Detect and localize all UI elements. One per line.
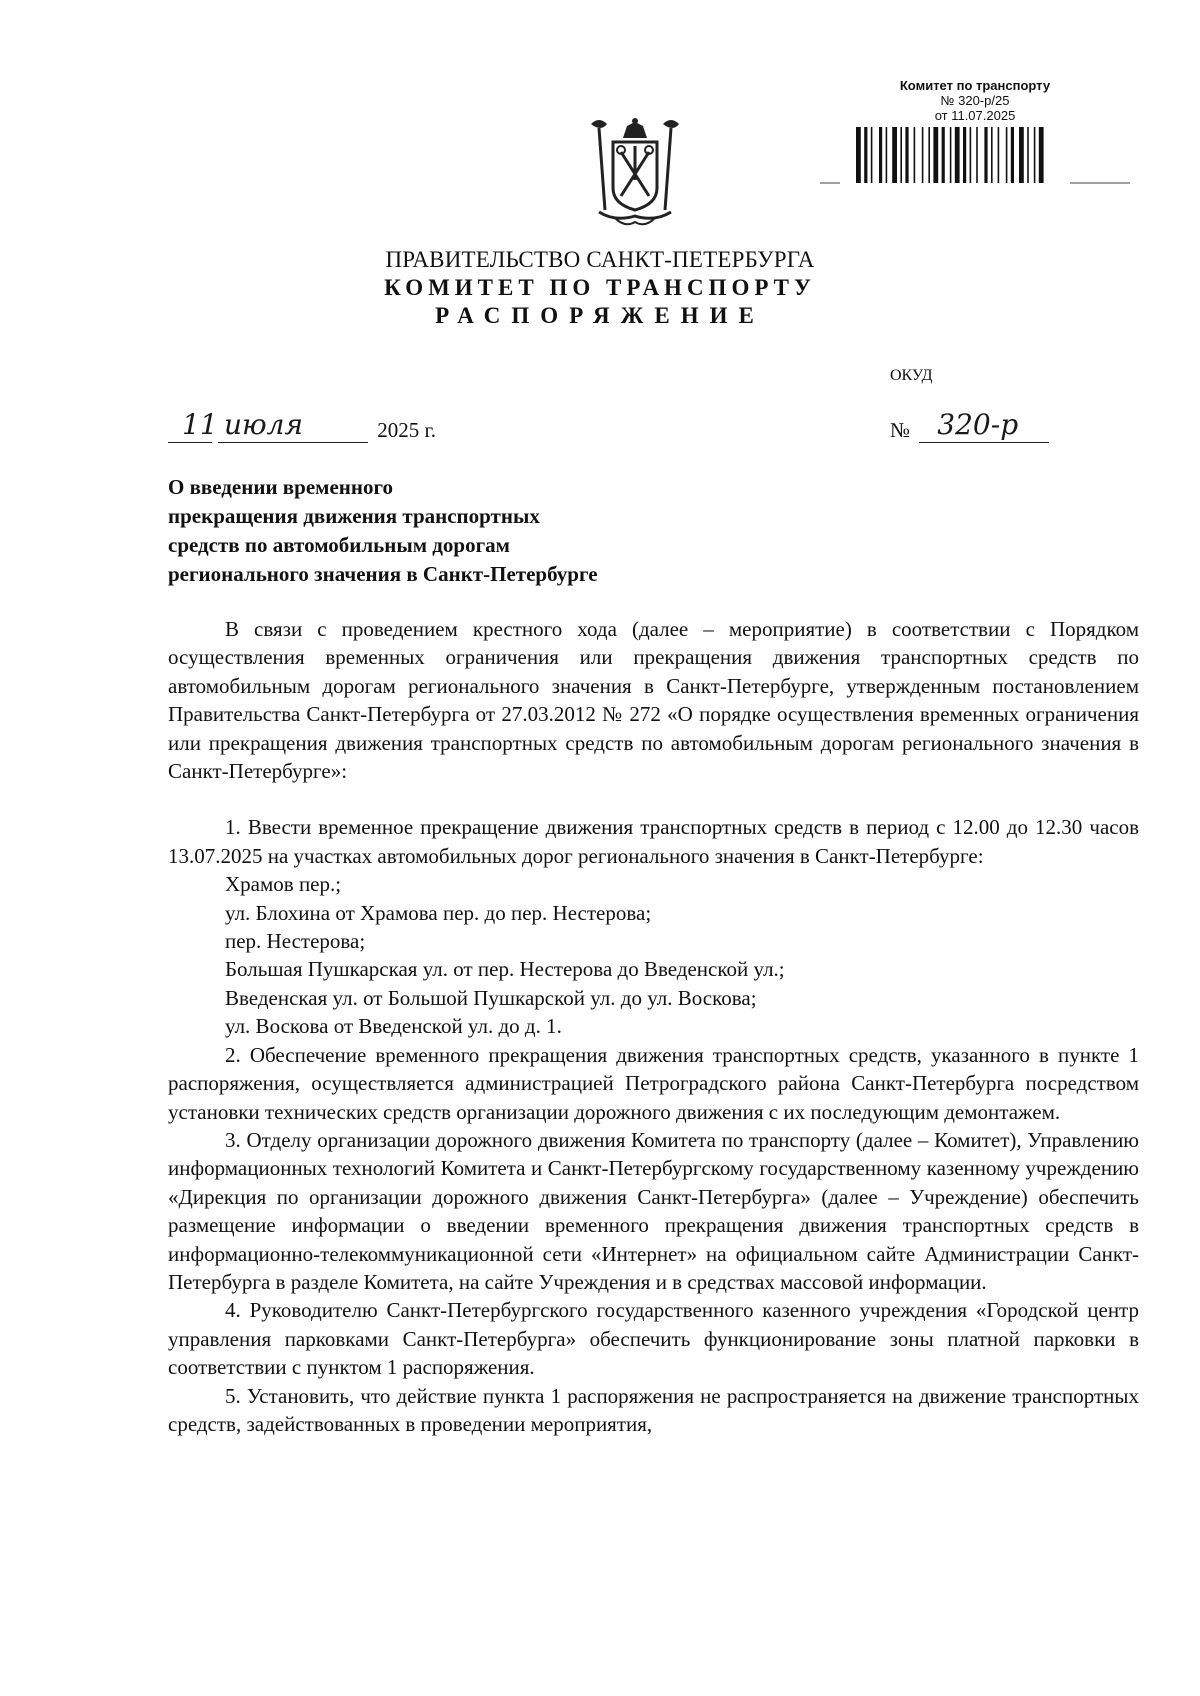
street-item: Введенская ул. от Большой Пушкарской ул. до ул. Воскова; (225, 985, 757, 1010)
barcode-bar (950, 127, 952, 183)
street-item: пер. Нестерова; (225, 929, 366, 954)
barcode-bar (991, 127, 993, 183)
barcode-bar (886, 127, 888, 183)
document-title (168, 473, 728, 589)
number-field (919, 408, 1049, 443)
barcode-bar (879, 127, 882, 183)
item-5-paragraph: 5. Установить, что действие пункта 1 распоряжения не распространяется на движение транспортных средств, задействованных в проведении мероприятия, (168, 1383, 1139, 1436)
title-line: средств по автомобильным дорогам (168, 533, 510, 557)
title-line: О введении временного (168, 475, 393, 499)
barcode-bar (933, 127, 938, 183)
government-name: ПРАВИТЕЛЬСТВО САНКТ-ПЕТЕРБУРГА (385, 247, 815, 272)
street-item: Большая Пушкарская ул. от пер. Нестерова до Введенской ул.; (225, 957, 785, 982)
title-line: прекращения движения транспортных (168, 504, 540, 528)
title-line: регионального значения в Санкт-Петербурге (168, 562, 598, 586)
barcode-bar (1019, 127, 1024, 183)
document-header (0, 246, 1200, 330)
street-item: Храмов пер.; (225, 872, 342, 897)
item-3-paragraph: 3. Отделу организации дорожного движения Комитета по транспорту (далее – Комитет), Управлению информационных технологий Комитета и Санкт-Петербургскому государственному казенному учреждению «Дирекция по организации дорожного движения Санкт-Петербурга» (далее – Учреждение) обеспечить размещение информации о введении временного прекращения движения транспортных средств в информационно-телекоммуникационной сети «Интернет» на официальном сайте Администрации Санкт-Петербурга в разделе Комитета, на сайте Учреждения и в средствах массовой информации. (168, 1127, 1139, 1294)
number-prefix: № (890, 418, 911, 442)
barcode-bar (976, 127, 978, 183)
street-item: ул. Блохина от Храмова пер. до пер. Нестерова; (225, 900, 652, 925)
preamble-paragraph: В связи с проведением крестного хода (далее – мероприятие) в соответствии с Порядком осуществления временных ограничения или прекращения движения транспортных средств по автомобильным дорогам регионального значения в Санкт-Петербурге, утвержденным постановлением Правительства Санкт-Петербурга от 27.03.2012 № 272 «О порядке осуществления временных ограничения или прекращения движения транспортных средств по автомобильным дорогам регионального значения в Санкт-Петербурге»: (168, 617, 1139, 784)
barcode-bar (1006, 127, 1008, 183)
barcode-bar (1034, 127, 1036, 183)
document-date (168, 408, 436, 444)
street-item: ул. Воскова от Введенской ул. до д. 1. (225, 1014, 562, 1039)
barcode (820, 125, 1130, 191)
document-number (890, 408, 1049, 444)
stamp-org: Комитет по транспорту (899, 78, 1051, 93)
item-4-paragraph: 4. Руководителю Санкт-Петербургского государственного казенного учреждения «Городской центр управления парковками Санкт-Петербурга» обеспечить функционирование зоны платной парковки в соответствии с пунктом 1 распоряжения. (168, 1298, 1139, 1380)
document-body (168, 615, 1139, 1438)
stamp-number: № 320-р/25 (940, 93, 1010, 108)
barcode-bar (922, 127, 924, 183)
barcode-bar (1027, 127, 1029, 183)
date-year: 2025 г. (377, 418, 436, 442)
item-1-paragraph: 1. Ввести временное прекращение движения транспортных средств в период с 12.00 до 12.30 часов 13.07.2025 на участках автомобильных дорог регионального значения в Санкт-Петербурге: (168, 815, 1139, 868)
item-2-paragraph: 2. Обеспечение временного прекращения движения транспортных средств, указанного в пункте 1 распоряжения, осуществляется администрацией Петроградского района Санкт-Петербурга посредством установки технических средств организации дорожного движения с их последующим демонтажем. (168, 1042, 1139, 1124)
barcode-bar (905, 127, 908, 183)
document-type: РАСПОРЯЖЕНИЕ (435, 303, 765, 328)
date-day-handwritten: 11 (182, 408, 218, 441)
number-handwritten: 320-р (937, 408, 1019, 441)
barcode-bar (955, 127, 960, 183)
date-month-field (218, 408, 368, 443)
date-day-field (168, 408, 218, 443)
barcode-bar (900, 127, 902, 183)
registration-stamp (820, 78, 1130, 191)
barcode-bar (998, 127, 1000, 183)
okud-label: ОКУД (890, 367, 933, 384)
date-month-handwritten: июля (224, 408, 304, 441)
barcode-bar (1011, 127, 1014, 183)
barcode-bar (892, 127, 897, 183)
barcode-bar (1039, 127, 1044, 183)
barcode-bar (864, 127, 867, 183)
barcode-bar (871, 127, 873, 183)
committee-name: КОМИТЕТ ПО ТРАНСПОРТУ (384, 275, 816, 300)
barcode-bar (914, 127, 916, 183)
barcode-bar (928, 127, 930, 183)
barcode-bar (963, 127, 966, 183)
barcode-bar (856, 127, 861, 183)
barcode-bar (970, 127, 972, 183)
barcode-bar (942, 127, 945, 183)
barcode-bar (984, 127, 987, 183)
coat-of-arms-icon (585, 118, 685, 228)
stamp-date: от 11.07.2025 (934, 108, 1016, 123)
